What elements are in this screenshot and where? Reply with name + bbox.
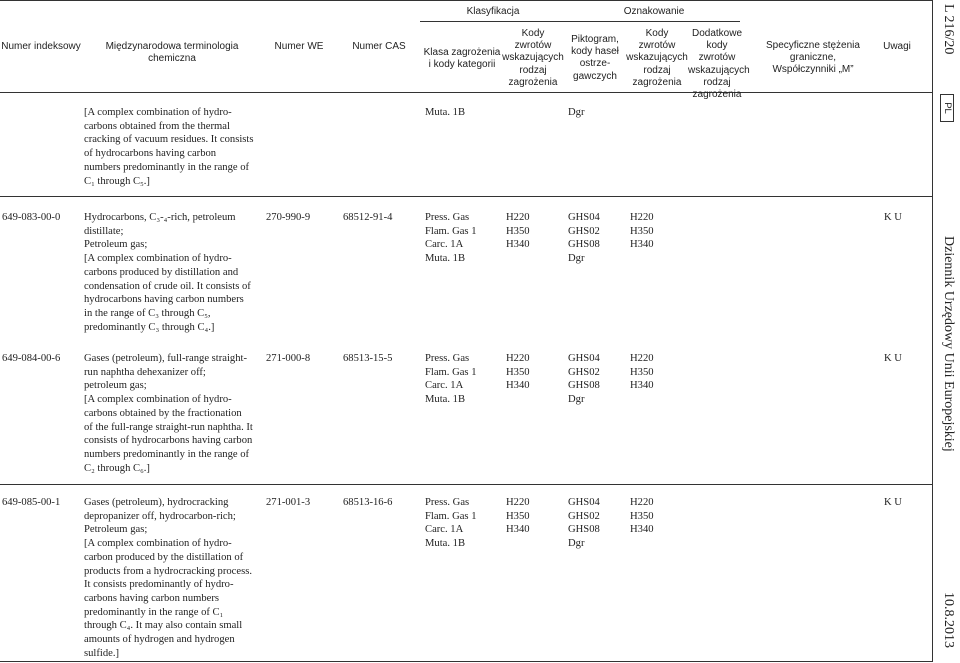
header-index: Numer indeksowy: [1, 41, 81, 52]
row2-hazard-class: Press. Gas Flam. Gas 1 Carc. 1A Muta. 1B: [425, 353, 477, 406]
row1-hazard-class: Press. Gas Flam. Gas 1 Carc. 1A Muta. 1B: [425, 212, 477, 265]
header-pictogram: Piktogram, kody haseł ostrze- gawczych: [571, 34, 619, 82]
row1-remarks: K U: [884, 212, 902, 223]
table-top-rule: [0, 0, 932, 1]
row3-index: 649-085-00-1: [2, 497, 61, 508]
header-cas-number: Numer CAS: [352, 41, 406, 52]
row2-ec-number: 271-000-8: [266, 353, 311, 364]
row3-cas-number: 68513-16-6: [343, 497, 393, 508]
row2-hazard-codes: H220 H350 H340: [506, 353, 530, 392]
row2-label-hazard-codes: H220 H350 H340: [630, 353, 654, 392]
row-rule-2: [0, 484, 932, 485]
row3-remarks: K U: [884, 497, 902, 508]
row1-pictogram: GHS04 GHS02 GHS08 Dgr: [568, 212, 600, 265]
row1-ec-number: 270-990-9: [266, 212, 311, 223]
header-remarks: Uwagi: [883, 41, 911, 52]
row1-name: Hydrocarbons, C₃-₄-rich, petroleum distillate; Petroleum gas; [A complex combination of hydro- carbons produced by distillation and condensation of crude oil. It consists of hydrocarbons having carbon numbers in the range of C₃ through C₅, predominantly C₃ through C₄.]: [84, 212, 251, 333]
header-bottom-rule: [0, 92, 932, 93]
row1-cas-number: 68512-91-4: [343, 212, 393, 223]
header-chemical-name: Międzynarodowa terminologia chemiczna: [105, 41, 239, 65]
row2-index: 649-084-00-6: [2, 353, 61, 364]
group-header-rule: [420, 21, 740, 22]
row0-hazard-class: Muta. 1B: [425, 107, 466, 118]
row-rule-1: [0, 196, 932, 197]
row3-hazard-codes: H220 H350 H340: [506, 497, 530, 536]
row3-name: Gases (petroleum), hydrocracking depropanizer off, hydrocarbon-rich; Petroleum gas; [A complex combination of hydro- carbon produced by the distillation of products from a hydrocracking process. It consists predominantly of hydro- carbons having carbon numbers predominantly in the range of C₁ through C₄. It may also contain small amounts of hydrogen and hydrogen sulfide.]: [84, 497, 252, 659]
row0-name: [A complex combination of hydro- carbons obtained from the thermal cracking of vacuum residues. It consists of hydrocarbons having carbon numbers predominantly in the range of C₁ through C₅.]: [84, 107, 254, 187]
language-badge: PL: [940, 94, 954, 122]
row3-pictogram: GHS04 GHS02 GHS08 Dgr: [568, 497, 600, 550]
table-right-rule: [932, 0, 933, 662]
row3-hazard-class: Press. Gas Flam. Gas 1 Carc. 1A Muta. 1B: [425, 497, 477, 550]
publication-date: 10.8.2013: [941, 592, 956, 648]
row2-cas-number: 68513-15-5: [343, 353, 393, 364]
header-hazard-codes: Kody zwrotów wskazujących rodzaj zagrożenia: [502, 28, 564, 88]
table-bottom-rule: [0, 661, 932, 662]
row2-pictogram: GHS04 GHS02 GHS08 Dgr: [568, 353, 600, 406]
journal-title: Dziennik Urzędowy Unii Europejskiej: [941, 236, 956, 452]
header-ec-number: Numer WE: [274, 41, 324, 52]
page-reference: L 216/20: [941, 4, 956, 55]
row3-ec-number: 271-001-3: [266, 497, 311, 508]
row1-hazard-codes: H220 H350 H340: [506, 212, 530, 251]
row1-label-hazard-codes: H220 H350 H340: [630, 212, 654, 251]
row0-pictogram: Dgr: [568, 107, 585, 118]
row1-index: 649-083-00-0: [2, 212, 61, 223]
header-supplementary-codes: Dodatkowe kody zwrotów wskazujących rodzaj zagrożenia: [688, 28, 750, 101]
header-group-labelling: Oznakowanie: [623, 6, 685, 17]
header-hazard-class: Klasa zagrożenia i kody kategorii: [423, 47, 501, 71]
row2-name: Gases (petroleum), full-range straight- run naphtha dehexanizer off; petroleum gas; [A complex combination of hydro- carbons obtained by the fractionation of the full-range straight-run naphtha. It consists of hydrocarbons having carbon numbers predominantly in the range of C₂ through C₆.]: [84, 353, 253, 474]
header-group-classification: Klasyfikacja: [466, 6, 520, 17]
header-specific-limits: Specyficzne stężenia graniczne, Współczynniki „M”: [766, 40, 860, 76]
row2-remarks: K U: [884, 353, 902, 364]
header-label-hazard-codes: Kody zwrotów wskazujących rodzaj zagrożenia: [626, 28, 688, 88]
row3-label-hazard-codes: H220 H350 H340: [630, 497, 654, 536]
